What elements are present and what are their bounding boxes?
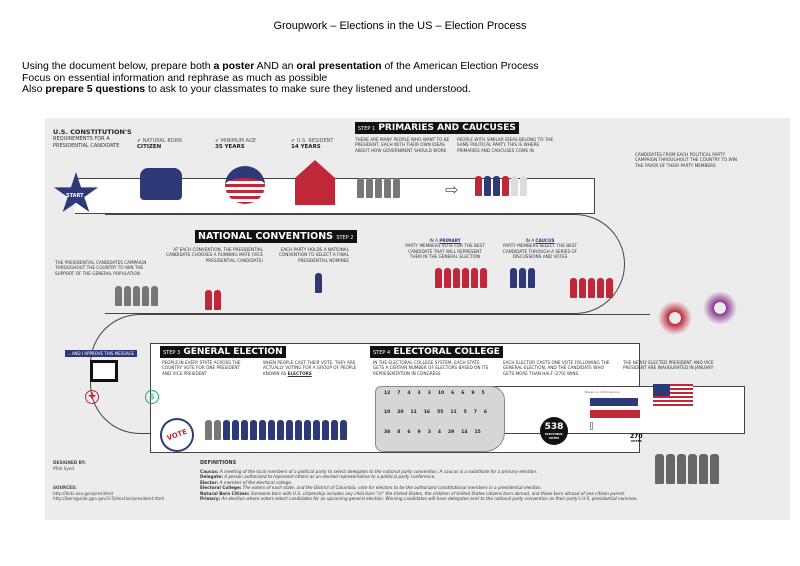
state-electoral-votes: 4 (437, 429, 441, 435)
state-electoral-votes: 12 (384, 391, 391, 396)
win-threshold: 270 VOTES (630, 433, 643, 443)
state-electoral-votes: 6 (407, 429, 411, 435)
definition-natural-born-citizen: Natural Born Citizen: Someone born with U.S. citizenship includes any child born "in" the United States, the children of United States citizens born abroad, and those born abroad of one citizen parent. (200, 490, 626, 496)
state-electoral-votes: 7 (397, 391, 401, 396)
state-electoral-votes: 8 (397, 429, 401, 435)
requirement-residency: ✔ U.S. RESIDENT 14 YEARS (291, 138, 334, 150)
requirements-heading: U.S. CONSTITUTION'S REQUIREMENTS FOR A PRESIDENTIAL CANDIDATE (53, 128, 132, 149)
primary-description: IN A PRIMARY PARTY MEMBERS VOTE FOR THE BEST CANDIDATE THAT WILL REPRESENT THEM IN THE GENERAL ELECTION (405, 238, 485, 259)
fireworks-red-icon (655, 298, 695, 338)
tv-icon (90, 360, 118, 382)
state-electoral-votes: 10 (384, 410, 391, 416)
state-electoral-votes: 5 (481, 391, 485, 396)
instructions (22, 61, 539, 96)
house-icon (295, 160, 335, 205)
baby-stroller-icon (140, 168, 182, 200)
state-electoral-votes: 20 (397, 410, 404, 416)
running-mates (205, 290, 221, 310)
step2-text-2: EACH PARTY HOLDS A NATIONAL CONVENTION TO SELECT A FINAL PRESIDENTIAL NOMINEE (279, 247, 349, 263)
step2-heading: NATIONAL CONVENTIONS STEP 2 (195, 230, 357, 243)
primary-voters (435, 268, 487, 288)
document-title: Groupwork – Elections in the US – Election Process (273, 20, 527, 32)
step4-text-2: EACH ELECTOR CASTS ONE VOTE FOLLOWING THE GENERAL ELECTION, AND THE CANDIDATE WHO GETS MORE THAN HALF (270) WINS (503, 360, 610, 376)
us-electoral-map (375, 386, 505, 452)
campaign-crowd-gray (115, 286, 158, 306)
birthday-cake-icon (225, 166, 265, 204)
step1-text-2: PEOPLE WITH SIMILAR IDEAS BELONG TO THE SAME POLITICAL PARTY. THIS IS WHERE PRIMARIES AND CAUCUSES COME IN (457, 137, 554, 153)
health-cross-icon: ✚ (85, 390, 99, 404)
state-electoral-votes: 5 (463, 410, 467, 416)
caucus-description: IN A CAUCUS PARTY MEMBERS SELECT THE BEST CANDIDATE THROUGH A SERIES OF DISCUSSIONS AND VOTES (502, 238, 578, 259)
definition-primary: Primary: An election where voters select candidates for an upcoming general election. Winning candidates will have delegates sent to the national party convention as their party's U.S. presidential nominee. (200, 496, 638, 502)
arrow-right-icon: ⇨ (445, 180, 459, 199)
bar-other (590, 422, 593, 430)
instruction-line-1: Using the document below, prepare both a poster AND an oral presentation of the American Election Process (22, 60, 539, 72)
state-electoral-votes: 10 (437, 391, 445, 396)
instruction-line-2: Focus on essential information and rephrase as much as possible (22, 71, 328, 84)
step2-text-1: AT EACH CONVENTION, THE PRESIDENTIAL CANDIDATE CHOOSES A RUNNING MATE (VICE PRESIDENTIAL CANDIDATE) (166, 247, 263, 263)
definition-delegate: Delegate: A person authorized to represent others as an elected representative to a political party conference. (200, 474, 436, 480)
road-curve-1 (105, 214, 625, 314)
fireworks-purple-icon (700, 288, 740, 328)
step4-text-3: THE NEWLY ELECTED PRESIDENT AND VICE PRESIDENT ARE INAUGURATED IN JANUARY (623, 360, 714, 371)
election-infographic (45, 118, 790, 520)
state-electoral-votes: 11 (410, 410, 417, 416)
step3-text-1: PEOPLE IN EVERY STATE ACROSS THE COUNTRY VOTE FOR ONE PRESIDENT AND VICE PRESIDENT (162, 360, 241, 376)
campaign-text: THE PRESIDENTIAL CANDIDATES CAMPAIGN THROUGHOUT THE COUNTRY TO WIN THE SUPPORT OF THE GENERAL POPULATION (55, 260, 147, 276)
nominee-on-podium (315, 273, 322, 293)
approve-message-label: ...AND I APPROVE THIS MESSAGE (65, 350, 137, 357)
state-electoral-votes: 38 (384, 429, 391, 435)
definitions: DEFINITIONS Caucus: A meeting of the local members of a political party to select delegates to the national party convention. A caucus is a substitute for a primary election. Delegate: A person authorized to represent others as an elected representative to a political party conference. Elector: A member of the electoral college. Electoral College: The voters of each state, and the District of Columbia, vote for electors to be the authorized constitutional members in a presidential election. Natural Born Citizen: Someone born with U.S. citizenship includes any child born "in" the United States, the children of United States citizens born abroad, and those born abroad of one citizen parent. Primary: An election where voters select candidates for an upcoming general election. Winning candidates will have delegates sent to the national party convention as their party's U.S. presidential nominee. (200, 460, 645, 501)
dollar-icon: $ (145, 390, 159, 404)
state-electoral-votes: 3 (427, 429, 431, 435)
step1-heading: STEP 1 PRIMARIES AND CAUCUSES (355, 122, 519, 134)
step1-text-3: CANDIDATES FROM EACH POLITICAL PARTY CAMPAIGN THROUGHOUT THE COUNTRY TO WIN THE FAVOR OF THEIR PARTY MEMBERS (635, 152, 737, 168)
state-electoral-votes: 9 (471, 391, 475, 396)
state-electoral-votes: 11 (450, 410, 457, 416)
start-label: START (66, 193, 84, 199)
state-electoral-votes: 14 (461, 429, 468, 435)
state-electoral-votes: 6 (451, 391, 455, 396)
state-electoral-votes: 4 (407, 391, 411, 396)
us-flag-icon (653, 384, 693, 408)
bar-red (590, 410, 640, 418)
state-electoral-votes: 3 (417, 391, 421, 396)
caucus-discussion (510, 268, 535, 288)
credits: DESIGNED BY: Iffah Syed SOURCES: http://kids.usa.gov/president http://bensguide.gpo.gov/3-5/election/president.html (53, 460, 193, 502)
definition-electoral-college: Electoral College: The voters of each state, and the District of Columbia, vote for electors to be the authorized constitutional members in a presidential election. (200, 485, 542, 491)
bar-blue (590, 398, 638, 406)
step3-text-2: WHEN PEOPLE CAST THEIR VOTE, THEY ARE ACTUALLY VOTING FOR A GROUP OF PEOPLE KNOWN AS ELECTORS (263, 360, 357, 376)
state-electoral-votes: 29 (447, 429, 455, 435)
voters-line (205, 420, 347, 440)
source-link-1[interactable]: http://kids.usa.gov/president (53, 490, 114, 496)
requirement-citizen: ✔ NATURAL BORN CITIZEN (137, 138, 182, 150)
state-electoral-votes: 15 (474, 429, 481, 435)
campaign-crowd-red (570, 278, 613, 298)
definition-elector: Elector: A member of the electoral college. (200, 479, 293, 485)
step4-heading: STEP 4 ELECTORAL COLLEGE (370, 346, 503, 358)
people-group-party (475, 176, 527, 196)
state-electoral-votes: 6 (483, 410, 488, 416)
state-electoral-votes: 16 (423, 410, 431, 416)
requirement-age: ✔ MINIMUM AGE 35 YEARS (215, 138, 257, 150)
step4-text-1: IN THE ELECTORAL COLLEGE SYSTEM, EACH STATE GETS A CERTAIN NUMBER OF ELECTORS BASED ON ITS REPRESENTATION IN CONGRESS (373, 360, 489, 376)
state-electoral-votes: 6 (461, 391, 465, 396)
state-electoral-votes: 55 (437, 410, 444, 416)
step3-heading: STEP 3 GENERAL ELECTION (160, 346, 286, 358)
instruction-line-3: Also prepare 5 questions to ask to your classmates to make sure they listened and understood. (22, 83, 471, 95)
step1-text-1: THERE ARE MANY PEOPLE WHO WANT TO BE PRESIDENT, EACH WITH THEIR OWN IDEAS ABOUT HOW GOVERNMENT SHOULD WORK (355, 137, 450, 153)
electoral-total-badge: 538 ELECTORAL VOTES (540, 417, 568, 445)
census-note: Based on 2010 Census (585, 390, 620, 394)
inauguration-crowd (655, 454, 719, 484)
definition-caucus: Caucus: A meeting of the local members of a political party to select delegates to the national party convention. A caucus is a substitute for a primary election. (200, 469, 538, 474)
state-electoral-votes: 3 (427, 391, 431, 396)
people-group-gray (357, 178, 400, 198)
state-electoral-votes: 7 (473, 410, 477, 416)
vote-button-badge: VOTE (155, 413, 199, 457)
source-link-2[interactable]: http://bensguide.gpo.gov/3-5/election/president.html (53, 496, 165, 501)
state-electoral-votes: 9 (417, 429, 421, 435)
